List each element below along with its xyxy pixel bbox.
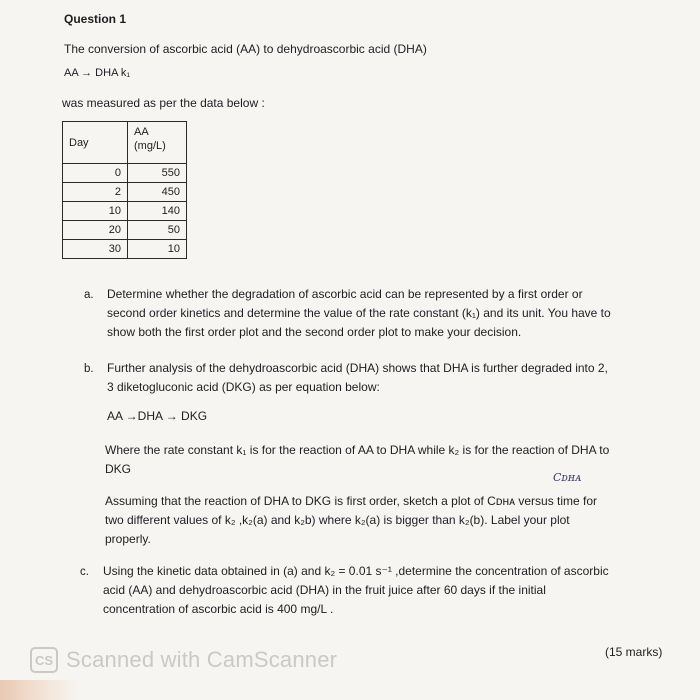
handwritten-note: Cᴅʜᴀ xyxy=(553,471,582,484)
part-b-intro xyxy=(107,359,608,397)
cell-aa: 140 xyxy=(128,202,187,221)
part-c-line: Using the kinetic data obtained in (a) and k₂ = 0.01 s⁻¹ ,determine the concentration of ascorbic xyxy=(103,564,609,578)
intro-line: The conversion of ascorbic acid (AA) to dehydroascorbic acid (DHA) xyxy=(64,42,427,56)
part-b-assume-line: Assuming that the reaction of DHA to DKG is first order, sketch a plot of Cᴅʜᴀ versus time for xyxy=(105,494,598,508)
part-b-where xyxy=(105,441,609,479)
part-b-label: b. xyxy=(84,363,94,375)
header-day: Day xyxy=(63,122,128,164)
header-aa xyxy=(128,122,187,164)
part-b-assume xyxy=(105,492,597,549)
cell-aa: 50 xyxy=(128,221,187,240)
part-c-label: c. xyxy=(80,566,89,578)
table-row xyxy=(63,240,187,259)
part-b-equation: AA →DHA → DKG xyxy=(107,409,208,423)
cell-day: 2 xyxy=(63,183,128,202)
marks-label: (15 marks) xyxy=(605,645,663,659)
camscanner-watermark xyxy=(30,645,337,675)
cell-day: 0 xyxy=(63,164,128,183)
part-b-where-line: DKG xyxy=(105,462,132,476)
cell-aa: 550 xyxy=(128,164,187,183)
part-a-text xyxy=(107,285,611,342)
cell-aa: 10 xyxy=(128,240,187,259)
table-row xyxy=(63,202,187,221)
camscanner-logo-icon: CS xyxy=(30,647,58,673)
table-row xyxy=(63,164,187,183)
watermark-text: Scanned with CamScanner xyxy=(66,647,338,672)
part-c-line: acid (AA) and dehydroascorbic acid (DHA) in the fruit juice after 60 days if the initial xyxy=(103,583,546,597)
part-c-text xyxy=(103,562,609,619)
part-a-label: a. xyxy=(84,289,94,301)
table-row xyxy=(63,221,187,240)
header-aa-name: AA xyxy=(134,126,149,138)
part-b-line: Further analysis of the dehydroascorbic acid (DHA) shows that DHA is further degraded into 2, xyxy=(107,361,608,375)
header-aa-unit: (mg/L) xyxy=(134,140,166,152)
question-title: Question 1 xyxy=(64,12,127,26)
part-b-assume-line: properly. xyxy=(105,532,151,546)
part-b-where-line: Where the rate constant k₁ is for the reaction of AA to DHA while k₂ is for the reaction of DHA to xyxy=(105,443,610,457)
reaction-equation: AA → DHA k₁ xyxy=(64,67,131,79)
cell-day: 20 xyxy=(63,221,128,240)
part-a-line: Determine whether the degradation of ascorbic acid can be represented by a first order or xyxy=(107,287,583,301)
cell-aa: 450 xyxy=(128,183,187,202)
cell-day: 10 xyxy=(63,202,128,221)
intro-line-data: was measured as per the data below : xyxy=(62,96,265,110)
finger-shadow xyxy=(0,680,80,700)
part-b-line: 3 diketogluconic acid (DKG) as per equation below: xyxy=(107,380,380,394)
part-b-assume-line: two different values of k₂ ,k₂(a) and k₂b) where k₂(a) is bigger than k₂(b). Label your plot xyxy=(105,513,570,527)
part-a-line: second order kinetics and determine the value of the rate constant (k₁) and its unit. You have to xyxy=(107,306,611,320)
cell-day: 30 xyxy=(63,240,128,259)
part-c-line: concentration of ascorbic acid is 400 mg/L . xyxy=(103,602,334,616)
data-table xyxy=(62,121,187,259)
part-a-line: show both the first order plot and the second order plot to make your decision. xyxy=(107,325,522,339)
table-row xyxy=(63,183,187,202)
